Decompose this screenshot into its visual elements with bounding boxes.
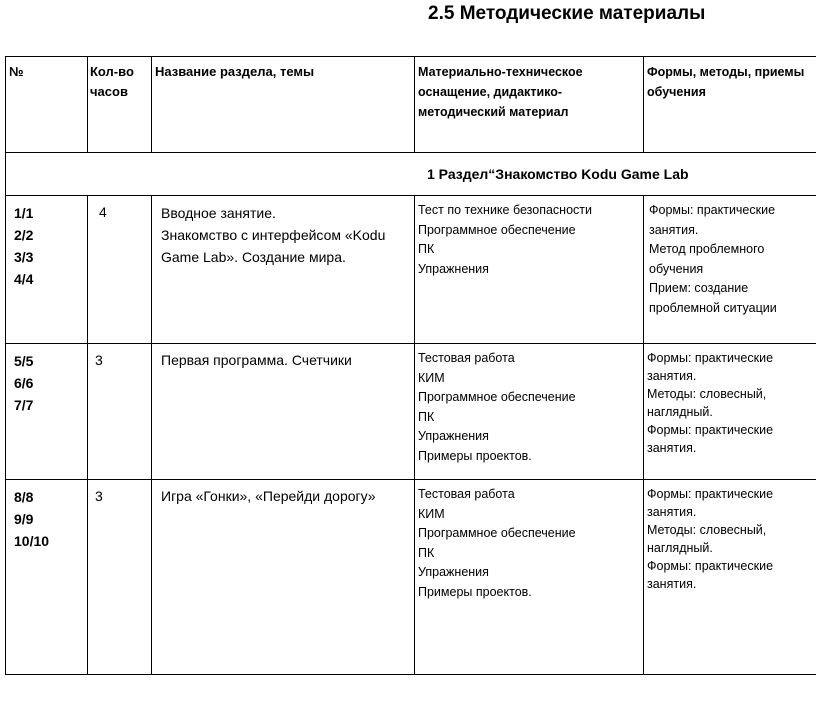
row3-nums: 8/8 9/9 10/10: [14, 489, 50, 549]
row1-topic: Вводное занятие. Знакомство с интерфейсом «Kodu Game Lab». Создание мира.: [161, 205, 386, 265]
row3-hours: 3: [95, 488, 103, 504]
header-materials: Материально-техническое оснащение, дидактико- методический материал: [418, 65, 583, 119]
row1-hours: 4: [99, 204, 107, 220]
row1-nums: 1/1 2/2 3/3 4/4: [14, 205, 34, 287]
section-title: 1 Раздел“Знакомство Kodu Game Lab: [427, 166, 689, 182]
row2-nums: 5/5 6/6 7/7: [14, 353, 34, 413]
row3-materials: Тестовая работа КИМ Программное обеспечение ПК Упражнения Примеры проектов.: [418, 487, 576, 599]
header-num: №: [9, 64, 24, 79]
row1-forms: Формы: практические занятия. Метод проблемного обучения Прием: создание проблемной ситуации: [649, 203, 777, 315]
row2-hours: 3: [95, 352, 103, 368]
row2-materials: Тестовая работа КИМ Программное обеспечение ПК Упражнения Примеры проектов.: [418, 351, 576, 463]
row2-forms: Формы: практические занятия. Методы: словесный, наглядный. Формы: практические занятия.: [647, 351, 774, 455]
header-forms: Формы, методы, приемы обучения: [647, 65, 805, 99]
row3-forms: Формы: практические занятия. Методы: словесный, наглядный. Формы: практические занятия.: [647, 487, 774, 591]
row3-topic: Игра «Гонки», «Перейди дорогу»: [161, 488, 376, 504]
header-hours: Кол-во часов: [90, 64, 134, 99]
header-topic: Название раздела, темы: [155, 64, 315, 79]
row2-topic: Первая программа. Счетчики: [161, 352, 352, 368]
page-title: 2.5 Методические материалы: [428, 3, 706, 24]
row1-materials: Тест по технике безопасности Программное обеспечение ПК Упражнения: [418, 203, 592, 276]
